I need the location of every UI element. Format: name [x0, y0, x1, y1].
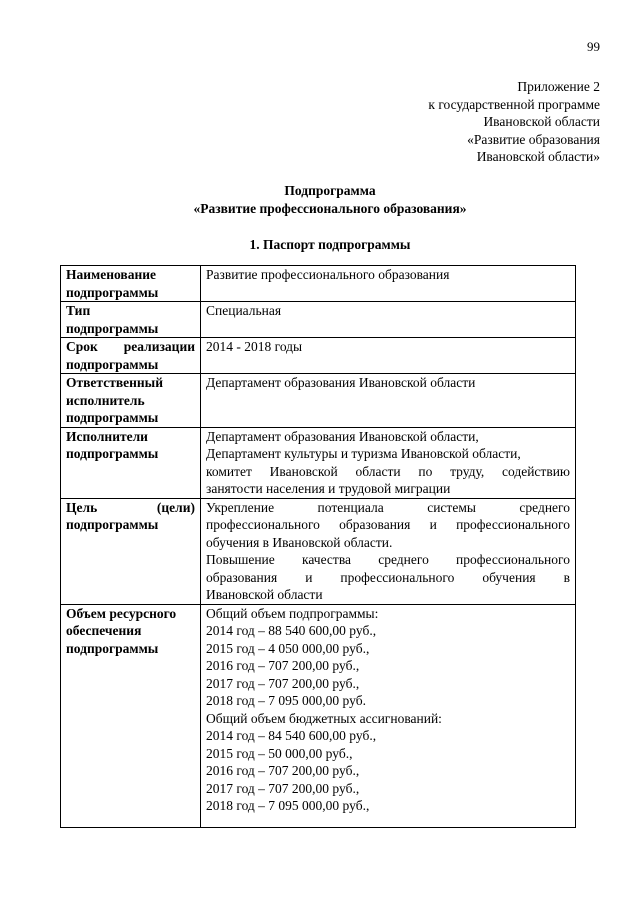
label-word: Срок: [66, 339, 98, 354]
value-cell: [201, 427, 576, 498]
table-row-goal: [61, 498, 576, 604]
value-word: среднего: [378, 552, 429, 567]
label-text: подпрограммы: [66, 356, 159, 372]
value-cell: [201, 338, 576, 374]
label-cell: [61, 338, 201, 374]
table-row-responsible: [61, 374, 576, 428]
funding-line: 2017 год – 707 200,00 руб.,: [206, 675, 360, 691]
value-word: системы: [427, 499, 476, 515]
value-text: Ивановской области: [206, 587, 323, 602]
subprogram-title: [60, 182, 600, 217]
value-text: обучения в Ивановской области.: [206, 534, 393, 550]
value-word: Ивановской: [269, 463, 338, 479]
value-word: профессионального: [456, 552, 570, 567]
table-row-type: [61, 302, 576, 338]
funding-line: 2014 год – 88 540 600,00 руб.,: [206, 623, 377, 638]
value-justified: [206, 499, 570, 517]
funding-line: 2017 год – 707 200,00 руб.,: [206, 780, 360, 796]
value-word: труду,: [450, 463, 485, 479]
value-text: занятости населения и трудовой миграции: [206, 481, 451, 496]
value-word: содействию: [501, 463, 570, 479]
label-text: Тип: [66, 303, 91, 318]
value-word: образования: [206, 569, 278, 585]
appendix-line: Ивановской области: [483, 114, 600, 130]
table-row-term: [61, 338, 576, 374]
appendix-line: Приложение 2: [517, 79, 600, 94]
value-word: и: [429, 517, 437, 532]
page-number: 99: [587, 39, 600, 54]
funding-line: 2018 год – 7 095 000,00 руб.,: [206, 798, 370, 813]
value-cell: [201, 266, 576, 302]
funding-line: 2018 год – 7 095 000,00 руб.: [206, 693, 366, 708]
appendix-line: к государственной программе: [428, 96, 600, 112]
label-cell: [61, 266, 201, 302]
value-text: Департамент образования Ивановской области,: [206, 428, 479, 444]
label-word: (цели): [156, 499, 195, 515]
value-cell: [201, 374, 576, 428]
title-line-2: «Развитие профессионального образования»: [193, 200, 467, 216]
value-word: среднего: [519, 499, 570, 515]
section-heading: 1. Паспорт подпрограммы: [249, 237, 411, 252]
label-text: исполнитель: [66, 392, 145, 408]
value-text: Департамент культуры и туризма Ивановской области,: [206, 446, 521, 461]
value-text: Общий объем бюджетных ассигнований:: [206, 710, 442, 726]
value-word: в: [563, 569, 570, 585]
value-word: профессионального: [456, 517, 570, 532]
value-cell: [201, 498, 576, 604]
label-justified: [66, 338, 195, 356]
label-text: Исполнители: [66, 428, 148, 444]
value-justified: [206, 463, 570, 481]
value-word: образования: [339, 517, 411, 532]
label-cell: [61, 604, 201, 827]
value-text: Общий объем подпрограммы:: [206, 605, 379, 621]
label-word: реализации: [123, 339, 195, 354]
label-cell: [61, 374, 201, 428]
value-cell: [201, 302, 576, 338]
label-justified: [66, 499, 195, 517]
funding-line: 2015 год – 50 000,00 руб.,: [206, 745, 353, 761]
value-justified: [206, 516, 570, 534]
value-word: комитет: [206, 463, 252, 479]
value-word: и: [305, 569, 313, 585]
value-text: Развитие профессионального образования: [206, 267, 450, 282]
label-text: подпрограммы: [66, 640, 159, 656]
label-text: подпрограммы: [66, 517, 159, 532]
value-word: обучения: [482, 569, 536, 585]
funding-line: 2016 год – 707 200,00 руб.,: [206, 658, 360, 673]
label-text: Объем ресурсного: [66, 605, 177, 621]
label-text: Наименование: [66, 267, 156, 282]
label-cell: [61, 302, 201, 338]
label-word: Цель: [66, 499, 98, 515]
value-word: качества: [302, 552, 352, 567]
label-cell: [61, 427, 201, 498]
funding-line: 2016 год – 707 200,00 руб.,: [206, 763, 360, 778]
value-justified: [206, 569, 570, 587]
table-row-executors: [61, 427, 576, 498]
label-text: подпрограммы: [66, 284, 159, 300]
value-word: по: [418, 463, 433, 479]
passport-table: [60, 265, 576, 828]
value-cell: [201, 604, 576, 827]
value-text: 2014 - 2018 годы: [206, 339, 303, 354]
value-word: области: [355, 463, 401, 479]
funding-line: 2014 год – 84 540 600,00 руб.,: [206, 728, 377, 743]
appendix-line: «Развитие образования: [467, 131, 600, 147]
label-cell: [61, 498, 201, 604]
table-row-name: [61, 266, 576, 302]
value-text: Департамент образования Ивановской области: [206, 375, 476, 390]
appendix-line: Ивановской области»: [476, 149, 600, 165]
table-row-resources: [61, 604, 576, 827]
value-word: Повышение: [206, 552, 275, 567]
appendix-heading: [300, 78, 600, 166]
value-word: Укрепление: [206, 499, 275, 515]
label-text: подпрограммы: [66, 446, 159, 461]
value-word: профессионального: [206, 517, 320, 532]
label-text: подпрограммы: [66, 320, 159, 336]
funding-line: 2015 год – 4 050 000,00 руб.,: [206, 640, 370, 656]
value-justified: [206, 551, 570, 569]
value-text: Специальная: [206, 303, 282, 318]
value-word: потенциала: [317, 499, 384, 515]
value-word: профессионального: [340, 569, 455, 585]
label-text: обеспечения: [66, 623, 142, 638]
title-line-1: Подпрограмма: [284, 183, 376, 198]
label-text: подпрограммы: [66, 410, 159, 425]
label-text: Ответственный: [66, 375, 163, 390]
